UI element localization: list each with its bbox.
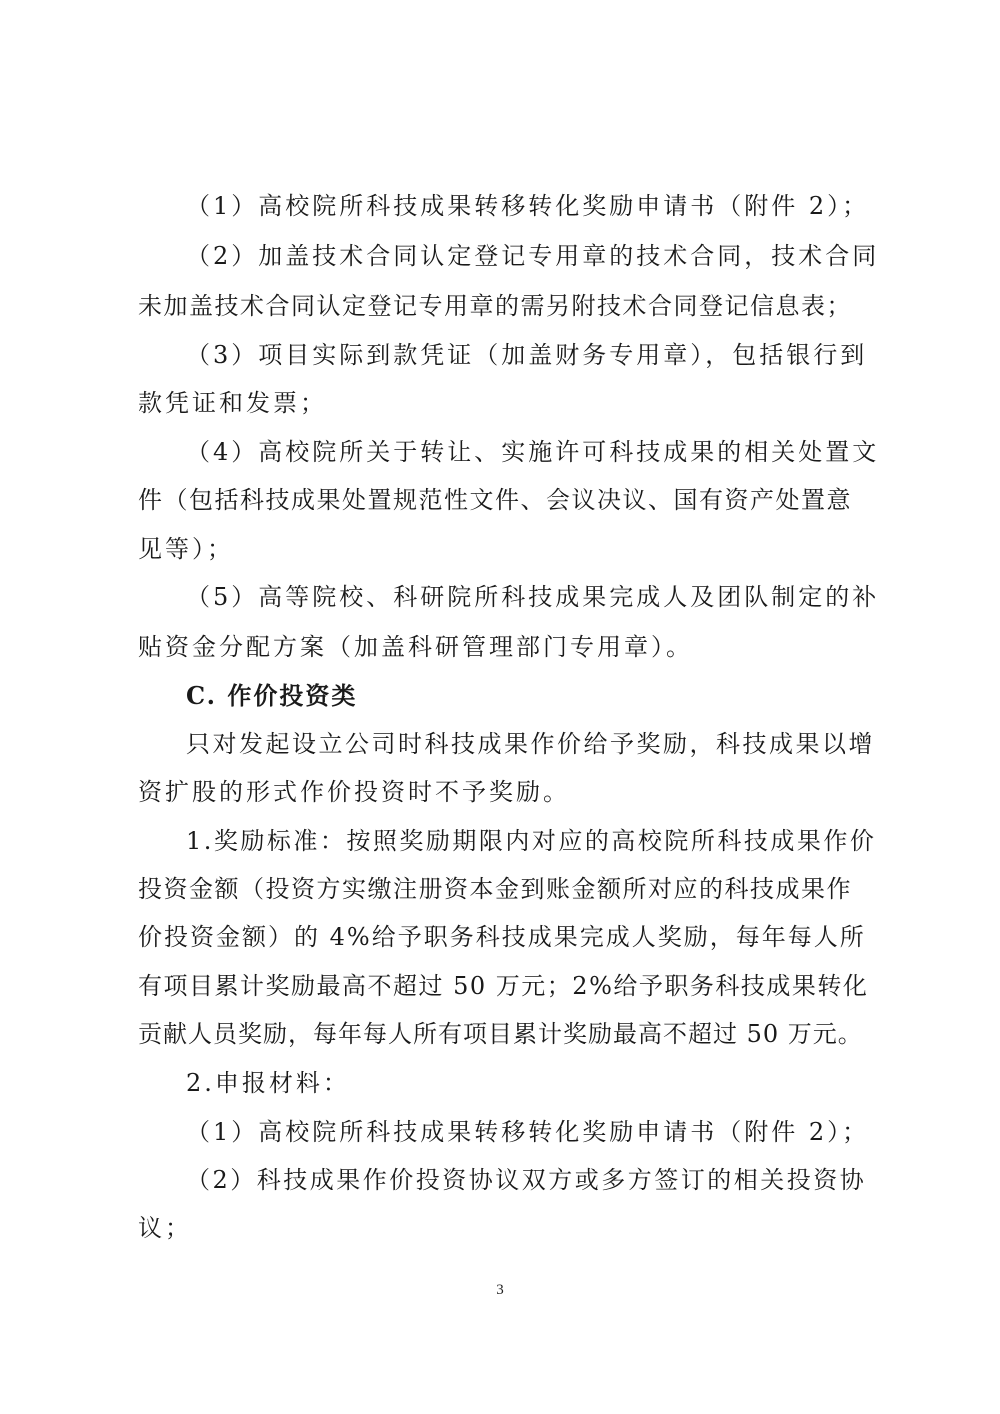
paragraph-line: （3）项目实际到款凭证（加盖财务专用章），包括银行到 (186, 341, 868, 369)
paragraph-line: 贡献人员奖励，每年每人所有项目累计奖励最高不超过 50 万元。 (138, 1020, 863, 1048)
paragraph-line: （1）高校院所科技成果转移转化奖励申请书（附件 2）； (186, 1118, 870, 1146)
paragraph-line: 件（包括科技成果处置规范性文件、会议决议、国有资产处置意 (138, 486, 852, 514)
paragraph-line: 贴资金分配方案（加盖科研管理部门专用章）。 (138, 633, 693, 661)
paragraph-line: 投资金额（投资方实缴注册资本金到账金额所对应的科技成果作 (138, 875, 852, 903)
paragraph-line: 见等）； (138, 535, 234, 563)
paragraph-line: 未加盖技术合同认定登记专用章的需另附技术合同登记信息表； (138, 292, 852, 320)
page-number: 3 (496, 1282, 504, 1298)
paragraph-line: 资扩股的形式作价投资时不予奖励。 (138, 778, 570, 806)
paragraph-line: （2）加盖技术合同认定登记专用章的技术合同，技术合同 (186, 242, 880, 270)
paragraph-line: （2）科技成果作价投资协议双方或多方签订的相关投资协 (186, 1166, 867, 1194)
paragraph-line: 议； (138, 1214, 192, 1242)
paragraph-line: 1.奖励标准：按照奖励期限内对应的高校院所科技成果作价 (186, 827, 877, 855)
paragraph-line: （1）高校院所科技成果转移转化奖励申请书（附件 2）； (186, 192, 870, 220)
section-heading: C. 作价投资类 (186, 681, 358, 710)
paragraph-line: 有项目累计奖励最高不超过 50 万元；2%给予职务科技成果转化 (138, 972, 869, 1000)
paragraph-line: （4）高校院所关于转让、实施许可科技成果的相关处置文 (186, 438, 880, 466)
paragraph-line: 2.申报材料： (186, 1069, 350, 1097)
paragraph-line: 款凭证和发票； (138, 389, 327, 417)
paragraph-line: 价投资金额）的 4%给予职务科技成果完成人奖励，每年每人所 (138, 923, 866, 951)
paragraph-line: 只对发起设立公司时科技成果作价给予奖励，科技成果以增 (186, 730, 875, 758)
paragraph-line: （5）高等院校、科研院所科技成果完成人及团队制定的补 (186, 583, 880, 611)
